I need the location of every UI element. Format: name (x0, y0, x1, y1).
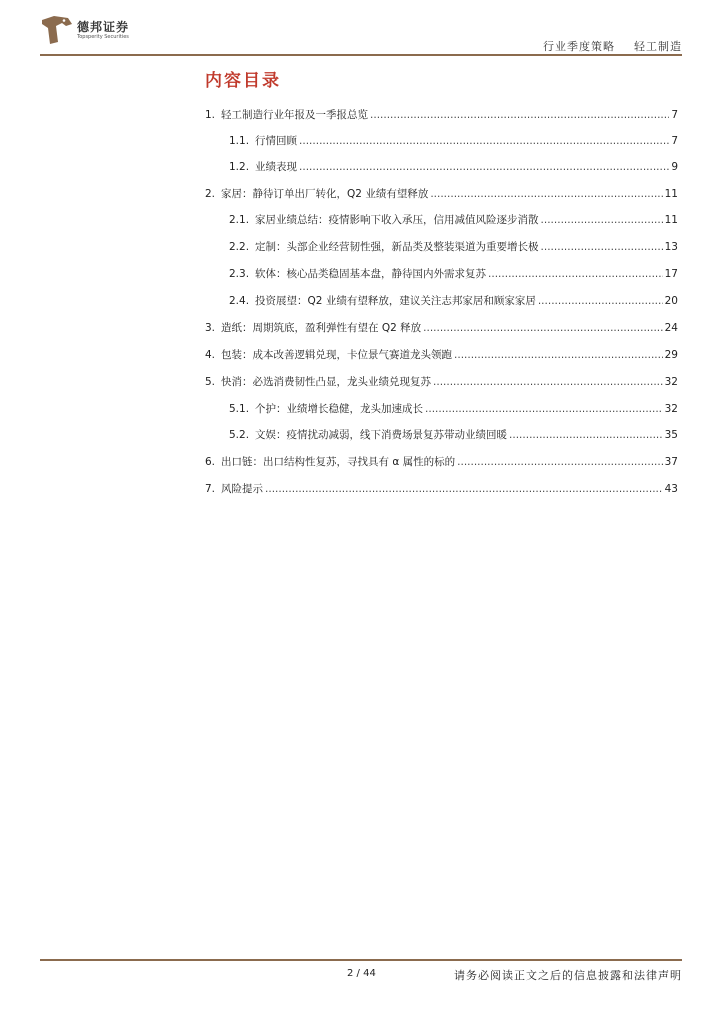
toc-entry[interactable] (229, 240, 678, 254)
toc-number: 3. (205, 322, 216, 334)
toc-page: 29 (664, 349, 678, 361)
toc-leader (425, 402, 663, 416)
toc-text: 造纸：周期筑底，盈利弹性有望在 Q2 释放 (221, 322, 422, 334)
toc-number: 2.2. (229, 241, 250, 253)
toc-page: 32 (664, 376, 678, 388)
toc-page: 11 (664, 188, 678, 200)
toc-entry[interactable] (229, 213, 678, 227)
toc-page: 7 (671, 109, 678, 121)
logo-name: 德邦证券 (77, 20, 130, 34)
toc-page: 37 (664, 456, 678, 468)
footer-divider (40, 959, 682, 961)
logo-subtitle: Topsperity Securities (77, 34, 129, 40)
toc-text: 投资展望：Q2 业绩有望释放，建议关注志邦家居和顾家家居 (255, 295, 536, 307)
toc-leader (299, 160, 669, 174)
toc-leader (430, 187, 662, 201)
toc-entry[interactable] (205, 108, 678, 122)
toc-number: 2.1. (229, 214, 250, 226)
toc-entry[interactable] (229, 160, 678, 174)
toc-leader (457, 455, 662, 469)
toc-page: 32 (664, 403, 678, 415)
toc-number: 1. (205, 109, 216, 121)
toc-leader (488, 267, 663, 281)
toc-page: 24 (664, 322, 678, 334)
toc-entry[interactable] (229, 402, 678, 416)
toc-leader (541, 240, 663, 254)
toc-number: 4. (205, 349, 216, 361)
toc-leader (433, 375, 663, 389)
toc-number: 2.3. (229, 268, 250, 280)
toc-page: 9 (671, 161, 678, 173)
toc-text: 行情回顾 (255, 135, 298, 147)
toc-text: 风险提示 (221, 483, 264, 495)
toc-entry[interactable] (229, 428, 678, 442)
toc-entry[interactable] (229, 294, 678, 308)
toc-entry[interactable] (205, 482, 678, 496)
header-info (543, 38, 682, 54)
toc-title: 内容目录 (205, 71, 281, 91)
toc-entry[interactable] (205, 321, 678, 335)
toc-number: 6. (205, 456, 216, 468)
toc-leader (370, 108, 669, 122)
toc-number: 2.4. (229, 295, 250, 307)
toc-number: 7. (205, 483, 216, 495)
toc-number: 1.1. (229, 135, 250, 147)
toc-leader (299, 134, 669, 148)
toc-text: 定制：头部企业经营韧性强，新品类及整装渠道为重要增长极 (255, 241, 539, 253)
page-number: 2 / 44 (347, 968, 376, 979)
toc-text: 软体：核心品类稳固基本盘，静待国内外需求复苏 (255, 268, 487, 280)
legal-disclaimer: 请务必阅读正文之后的信息披露和法律声明 (454, 969, 682, 982)
toc-text: 包装：成本改善逻辑兑现，卡位景气赛道龙头领跑 (221, 349, 453, 361)
toc-text: 快消：必选消费韧性凸显，龙头业绩兑现复苏 (221, 376, 432, 388)
toc-entry[interactable] (229, 267, 678, 281)
toc-text: 文娱：疫情扰动减弱，线下消费场景复苏带动业绩回暖 (255, 429, 508, 441)
toc-leader (454, 348, 663, 362)
toc-text: 家居业绩总结：疫情影响下收入承压，信用减值风险逐步消散 (255, 214, 539, 226)
toc-number: 5.1. (229, 403, 250, 415)
toc-page: 11 (664, 214, 678, 226)
toc-entry[interactable] (205, 455, 678, 469)
toc-page: 20 (664, 295, 678, 307)
header-divider (40, 54, 682, 56)
company-logo (40, 14, 150, 48)
toc-text: 出口链：出口结构性复苏，寻找具有 α 属性的标的 (221, 456, 456, 468)
toc-page: 7 (671, 135, 678, 147)
toc-number: 2. (205, 188, 216, 200)
doc-type: 行业季度策略 (543, 40, 615, 53)
toc-number: 1.2. (229, 161, 250, 173)
logo-icon (40, 14, 74, 46)
sector-name: 轻工制造 (634, 40, 682, 53)
toc-leader (423, 321, 662, 335)
toc-number: 5.2. (229, 429, 250, 441)
toc-entry[interactable] (229, 134, 678, 148)
toc-entry[interactable] (205, 187, 678, 201)
toc-text: 个护：业绩增长稳健，龙头加速成长 (255, 403, 424, 415)
toc-text: 轻工制造行业年报及一季报总览 (221, 109, 369, 121)
toc-page: 43 (664, 483, 678, 495)
toc-page: 17 (664, 268, 678, 280)
toc-text: 家居：静待订单出厂转化，Q2 业绩有望释放 (221, 188, 429, 200)
toc-leader (265, 482, 663, 496)
toc-page: 13 (664, 241, 678, 253)
toc-entry[interactable] (205, 375, 678, 389)
toc-leader (541, 213, 663, 227)
toc-number: 5. (205, 376, 216, 388)
toc-leader (538, 294, 663, 308)
toc-leader (509, 428, 663, 442)
toc-entry[interactable] (205, 348, 678, 362)
toc-text: 业绩表现 (255, 161, 298, 173)
toc-page: 35 (664, 429, 678, 441)
